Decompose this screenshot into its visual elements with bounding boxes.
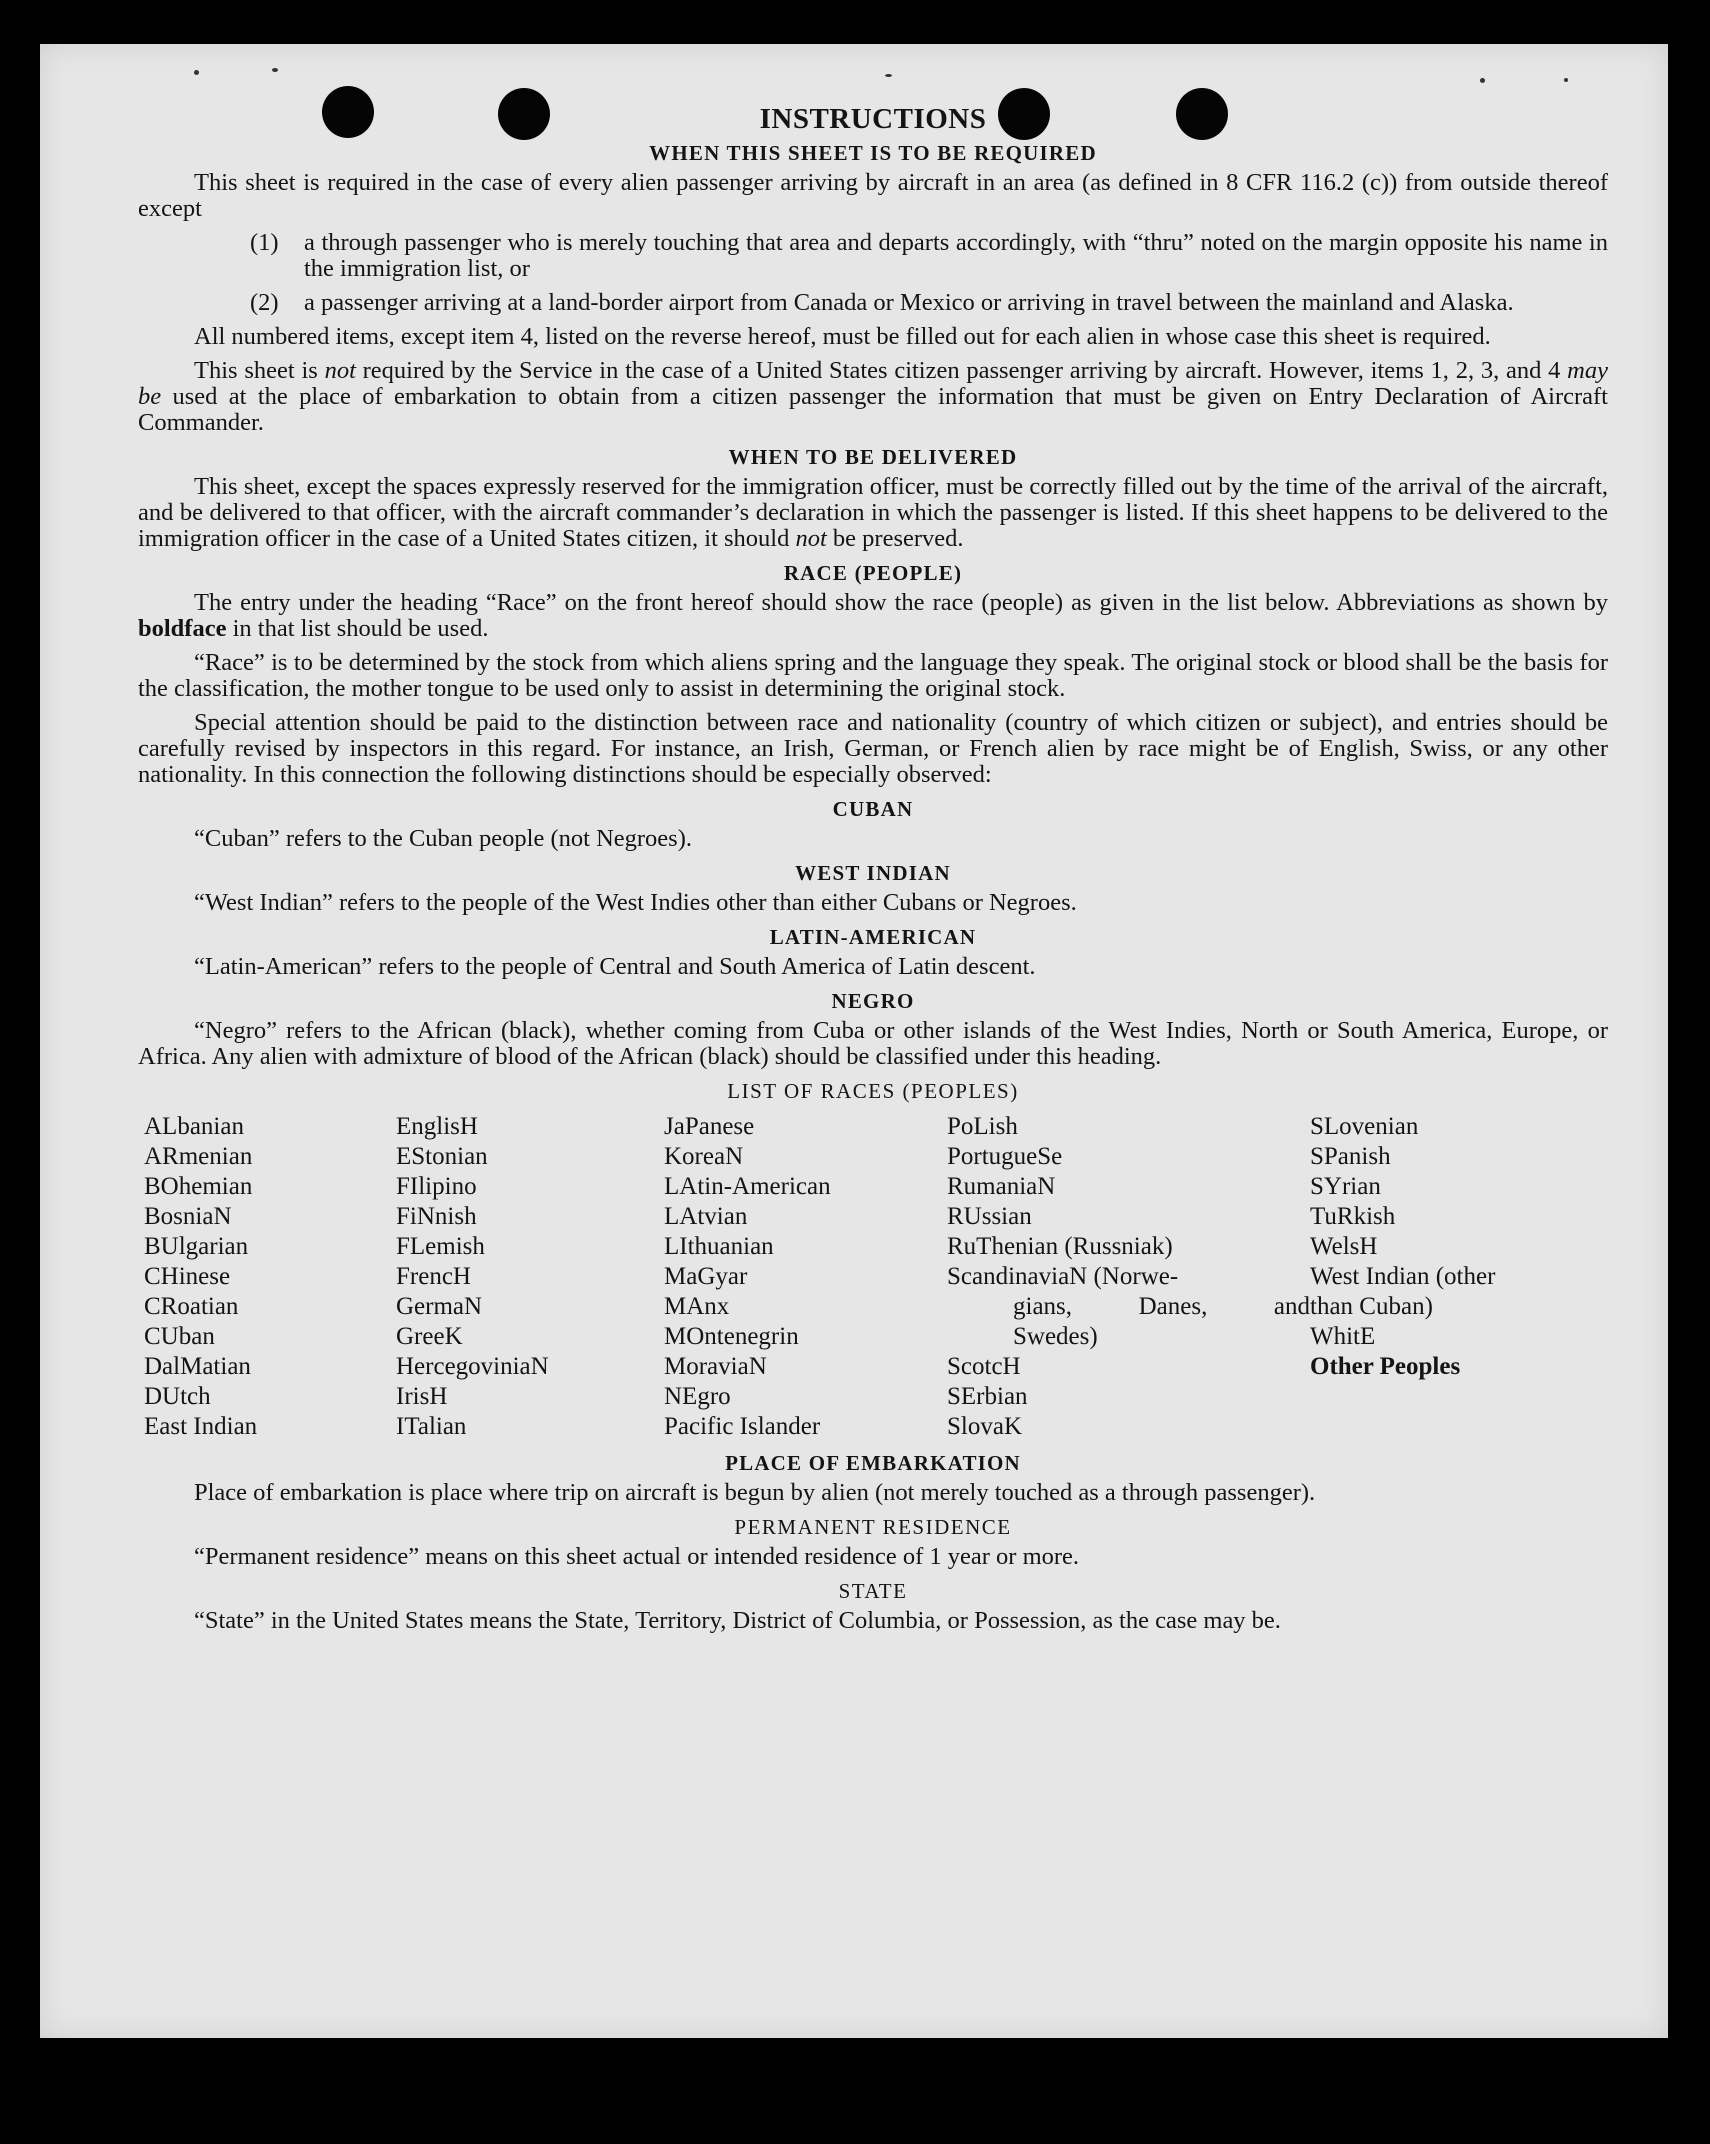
race-entry: WhitE xyxy=(1310,1323,1376,1350)
race-entry: TuRkish xyxy=(1310,1203,1396,1230)
race-entry-line: Swedes) xyxy=(1013,1323,1098,1350)
text-run: The entry under the heading “Race” on the front hereof should show the race (people) as given in the list below. Abbreviations as shown by xyxy=(194,589,1608,616)
paragraph: Place of embarkation is place where trip on aircraft is begun by alien (not merely touched as a through passenger). xyxy=(194,1479,1316,1506)
race-entry: BosniaN xyxy=(144,1203,232,1230)
race-entry: LAtin-American xyxy=(664,1173,831,1200)
emphasis: not xyxy=(795,525,827,552)
paragraph: “West Indian” refers to the people of the West Indies other than either Cubans or Negroes. xyxy=(194,889,1077,916)
list-item xyxy=(138,290,1608,316)
race-entry: ARmenian xyxy=(144,1143,253,1170)
race-entry-line: West Indian (other xyxy=(1310,1263,1496,1290)
race-column xyxy=(144,1112,396,1442)
race-column xyxy=(664,1112,947,1442)
text-run: This sheet, except the spaces expressly reserved for the immigration officer, must be correctly filled out by the time of the arrival of the aircraft, and be delivered to that officer, with the aircraft commander’s declaration in which the passenger is listed. If this sheet happens to be delivered to the immigration officer in the case of a United States citizen, it should xyxy=(138,473,1608,552)
speck-mark xyxy=(1480,78,1485,83)
heading-west-indian: WEST INDIAN xyxy=(795,861,951,885)
race-entry: CUban xyxy=(144,1323,215,1350)
page-title: INSTRUCTIONS xyxy=(759,103,987,135)
race-entry: LIthuanian xyxy=(664,1233,774,1260)
heading-when-delivered: WHEN TO BE DELIVERED xyxy=(728,445,1018,469)
heading-when-required: WHEN THIS SHEET IS TO BE REQUIRED xyxy=(649,141,1097,165)
paragraph: Special attention should be paid to the distinction between race and nationality (country of which citizen or subject), and entries should be carefully revised by inspectors in this regard. For instance, an Irish, German, or French alien by race might be of English, Swiss, or any other nationality. In this connection the following distinctions should be especially observed: xyxy=(138,709,1608,788)
paragraph xyxy=(138,358,1608,436)
race-entry: East Indian xyxy=(144,1413,258,1440)
race-entry: GreeK xyxy=(396,1323,463,1350)
document-sheet xyxy=(40,44,1668,2038)
paragraph xyxy=(138,590,1608,642)
text-run: This sheet is xyxy=(194,357,325,384)
race-entry: KoreaN xyxy=(664,1143,744,1170)
speck-mark xyxy=(272,68,278,72)
race-entry: FLemish xyxy=(396,1233,485,1260)
race-entry: DalMatian xyxy=(144,1353,251,1380)
heading-permanent-residence: PERMANENT RESIDENCE xyxy=(734,1515,1012,1539)
race-entry: MAnx xyxy=(664,1293,730,1320)
race-entry: SErbian xyxy=(947,1383,1028,1410)
paragraph: This sheet is required in the case of every alien passenger arriving by aircraft in an area (as defined in 8 CFR 116.2 (c)) from outside thereof except xyxy=(138,169,1608,222)
race-entry: HercegoviniaN xyxy=(396,1353,549,1380)
race-entry: JaPanese xyxy=(664,1113,755,1140)
race-entry: SPanish xyxy=(1310,1143,1391,1170)
paragraph: “Race” is to be determined by the stock from which aliens spring and the language they speak. The original stock or blood shall be the basis for the classification, the mother tongue to be used only to assist in determining the original stock. xyxy=(138,649,1608,702)
speck-mark xyxy=(885,74,892,77)
paragraph: All numbered items, except item 4, listed on the reverse hereof, must be filled out for each alien in whose case this sheet is required. xyxy=(194,323,1491,350)
race-list-table xyxy=(144,1112,1608,1442)
race-entry: LAtvian xyxy=(664,1203,748,1230)
text-run: in that list should be used. xyxy=(226,615,489,642)
race-entry-line: gians, Danes, and xyxy=(1013,1293,1310,1320)
race-entry: PortugueSe xyxy=(947,1143,1063,1170)
bold-text: boldface xyxy=(138,615,227,642)
race-entry: MaGyar xyxy=(664,1263,748,1290)
race-entry: EnglisH xyxy=(396,1113,478,1140)
race-entry: SlovaK xyxy=(947,1413,1022,1440)
race-column xyxy=(1310,1112,1576,1442)
race-entry: GermaN xyxy=(396,1293,483,1320)
item-text: a through passenger who is merely touching that area and departs accordingly, with “thru” noted on the margin opposite his name in the immigration list, or xyxy=(304,229,1608,282)
heading-latin-american: LATIN-AMERICAN xyxy=(769,925,977,949)
race-entry-line: than Cuban) xyxy=(1310,1293,1433,1320)
emphasis: may be xyxy=(138,357,1608,410)
race-entry: RuThenian (Russniak) xyxy=(947,1233,1173,1260)
race-entry: RUssian xyxy=(947,1203,1032,1230)
list-item xyxy=(138,230,1608,282)
race-entry: BOhemian xyxy=(144,1173,253,1200)
race-entry: Pacific Islander xyxy=(664,1413,821,1440)
speck-mark xyxy=(1564,78,1568,82)
race-entry-west-indian xyxy=(1310,1262,1576,1322)
heading-negro: NEGRO xyxy=(831,989,915,1013)
heading-list-of-races: LIST OF RACES (PEOPLES) xyxy=(727,1079,1019,1103)
paragraph: “Negro” refers to the African (black), whether coming from Cuba or other islands of the West Indies, North or South America, Europe, or Africa. Any alien with admixture of blood of the African (black) should be classified under this heading. xyxy=(138,1017,1608,1070)
race-entry: FIlipino xyxy=(396,1173,477,1200)
item-number: (1) xyxy=(250,229,279,256)
heading-race: RACE (PEOPLE) xyxy=(783,561,963,585)
race-column xyxy=(947,1112,1310,1442)
item-text: a passenger arriving at a land-border airport from Canada or Mexico or arriving in travel between the mainland and Alaska. xyxy=(304,289,1514,316)
race-entry: FiNnish xyxy=(396,1203,477,1230)
race-entry: CRoatian xyxy=(144,1293,239,1320)
paragraph: “Permanent residence” means on this sheet actual or intended residence of 1 year or more. xyxy=(194,1543,1080,1570)
race-entry: FrencH xyxy=(396,1263,471,1290)
heading-state: STATE xyxy=(838,1579,908,1603)
heading-embarkation: PLACE OF EMBARKATION xyxy=(725,1451,1021,1475)
text-run: required by the Service in the case of a United States citizen passenger arriving by aircraft. However, items 1, 2, 3, and 4 xyxy=(355,357,1568,384)
item-number: (2) xyxy=(250,289,279,316)
race-entry: SYrian xyxy=(1310,1173,1381,1200)
race-entry-scandinavian xyxy=(947,1262,1310,1352)
heading-cuban: CUBAN xyxy=(832,797,914,821)
instructions-content xyxy=(138,103,1608,1642)
race-entry: RumaniaN xyxy=(947,1173,1056,1200)
race-entry: BUlgarian xyxy=(144,1233,249,1260)
race-entry: WelsH xyxy=(1310,1233,1378,1260)
race-entry: ITalian xyxy=(396,1413,467,1440)
speck-mark xyxy=(194,70,199,75)
race-entry: PoLish xyxy=(947,1113,1018,1140)
race-entry: MOntenegrin xyxy=(664,1323,799,1350)
emphasis: not xyxy=(324,357,356,384)
paragraph: “Latin-American” refers to the people of Central and South America of Latin descent. xyxy=(194,953,1036,980)
race-entry: IrisH xyxy=(396,1383,448,1410)
race-entry: Other Peoples xyxy=(1310,1353,1461,1380)
race-entry: DUtch xyxy=(144,1383,211,1410)
paragraph xyxy=(138,474,1608,552)
race-entry: ALbanian xyxy=(144,1113,244,1140)
text-run: be preserved. xyxy=(826,525,964,552)
race-entry-line: ScandinaviaN (Norwe- xyxy=(947,1263,1179,1290)
race-entry: SLovenian xyxy=(1310,1113,1419,1140)
race-column xyxy=(396,1112,664,1442)
race-entry: EStonian xyxy=(396,1143,488,1170)
paragraph: “Cuban” refers to the Cuban people (not Negroes). xyxy=(194,825,692,852)
race-entry: MoraviaN xyxy=(664,1353,767,1380)
race-entry: ScotcH xyxy=(947,1353,1021,1380)
race-entry: NEgro xyxy=(664,1383,731,1410)
race-entry: CHinese xyxy=(144,1263,231,1290)
paragraph: “State” in the United States means the State, Territory, District of Columbia, or Possession, as the case may be. xyxy=(194,1607,1281,1634)
text-run: used at the place of embarkation to obtain from a citizen passenger the information that must be given on Entry Declaration of Aircraft Commander. xyxy=(138,383,1608,436)
